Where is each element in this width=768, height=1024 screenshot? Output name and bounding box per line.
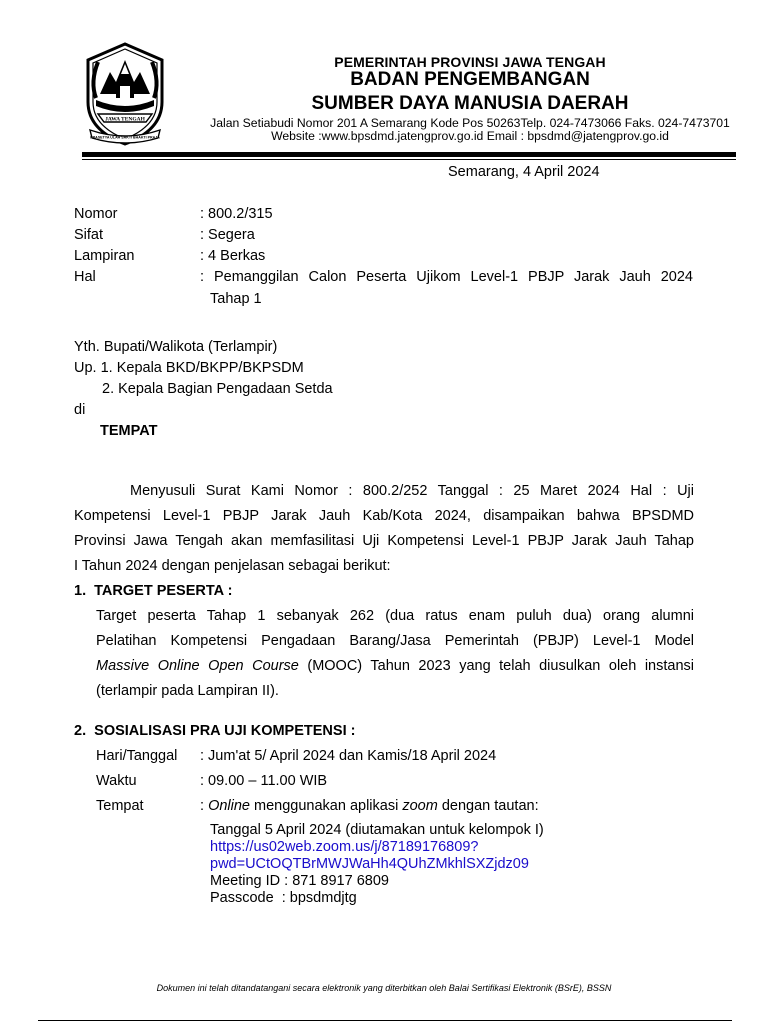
section1-line3 (96, 655, 694, 677)
hal-value-line2: Tahap 1 (210, 291, 262, 307)
recipient-line1: Yth. Bupati/Walikota (Terlampir) (74, 339, 278, 355)
section1-heading: 1. TARGET PESERTA : (74, 583, 233, 599)
hari-label: Hari/Tanggal (96, 748, 178, 764)
letterhead-agency-line1: BADAN PENGEMBANGAN (350, 69, 590, 90)
section1-line3-rest: (MOOC) Tahun 2023 yang telah diusulkan oleh instansi (298, 658, 694, 674)
section1-line4: (terlampir pada Lampiran II). (96, 683, 279, 699)
letterhead-address: Jalan Setiabudi Nomor 201 A Semarang Kode Pos 50263Telp. 024-7473066 Faks. 024-7473701 (210, 116, 730, 130)
meeting-id: Meeting ID : 871 8917 6809 (210, 873, 389, 889)
recipient-place: TEMPAT (100, 423, 158, 439)
tempat-prefix: : (200, 798, 209, 814)
waktu-label: Waktu (96, 773, 137, 789)
sifat-value: : Segera (200, 227, 255, 243)
passcode: Passcode : bpsdmdjtg (210, 890, 357, 906)
letterhead-divider-thin (82, 159, 736, 160)
section1-line2: Pelatihan Kompetensi Pengadaan Barang/Jasa Pemerintah (PBJP) Level-1 Model (96, 633, 694, 649)
section1-line1: Target peserta Tahap 1 sebanyak 262 (dua ratus enam puluh dua) orang alumni (96, 608, 694, 624)
mooc-italic: Massive Online Open Course (96, 658, 299, 674)
hari-value: : Jum'at 5/ April 2024 dan Kamis/18 April 2024 (200, 748, 497, 764)
letterhead-agency-line2: SUMBER DAYA MANUSIA DAERAH (311, 93, 629, 114)
tempat-label: Tempat (96, 798, 144, 814)
tempat-mid: menggunakan aplikasi (249, 798, 403, 814)
footer-divider (38, 1020, 732, 1021)
tempat-zoom: zoom (402, 798, 438, 814)
letterhead-government: PEMERINTAH PROVINSI JAWA TENGAH (334, 54, 606, 70)
tempat-online: Online (208, 798, 250, 814)
intro-line2: Kompetensi Level-1 PBJP Jarak Jauh Kab/Kota 2024, disampaikan bahwa BPSDMD (74, 508, 694, 524)
central-java-emblem-icon (80, 42, 170, 146)
letterhead-contact: Website :www.bpsdmd.jatengprov.go.id Email : bpsdmd@jatengprov.go.id (271, 129, 669, 143)
hal-value-line1: : Pemanggilan Calon Peserta Ujikom Level-1 PBJP Jarak Jauh 2024 (200, 269, 693, 285)
hal-label: Hal (74, 269, 96, 285)
section2-heading: 2. SOSIALISASI PRA UJI KOMPETENSI : (74, 723, 356, 739)
nomor-value: : 800.2/315 (200, 206, 273, 222)
zoom-link-line2[interactable]: pwd=UCtOQTBrMWJWaHh4QUhZMkhlSXZjdz09 (210, 856, 529, 872)
recipient-line2: Up. 1. Kepala BKD/BKPP/BKPSDM (74, 360, 304, 376)
lampiran-label: Lampiran (74, 248, 135, 264)
intro-line3: Provinsi Jawa Tengah akan memfasilitasi Uji Kompetensi Level-1 PBJP Jarak Jauh Tahap (74, 533, 694, 549)
tempat-suffix: dengan tautan: (437, 798, 539, 814)
lampiran-value: : 4 Berkas (200, 248, 266, 264)
esign-footer-note: Dokumen ini telah ditandatangani secara elektronik yang diterbitkan oleh Balai Sertifikasi Elektronik (BSrE), BSSN (156, 983, 612, 993)
letterhead-divider-thick (82, 152, 736, 157)
recipient-line4: di (74, 402, 86, 418)
session-title: Tanggal 5 April 2024 (diutamakan untuk kelompok I) (210, 822, 544, 838)
logo-text-bottom: PRASETYA ULAH SAKTI BHAKTI PRAJA (90, 135, 160, 140)
letter-date: Semarang, 4 April 2024 (448, 164, 600, 180)
recipient-line3: 2. Kepala Bagian Pengadaan Setda (102, 381, 333, 397)
tempat-value (200, 795, 539, 817)
zoom-link-line1[interactable]: https://us02web.zoom.us/j/87189176809? (210, 839, 479, 855)
logo-text-top: JAWA TENGAH (105, 116, 145, 123)
intro-line4: I Tahun 2024 dengan penjelasan sebagai berikut: (74, 558, 391, 574)
intro-line1: Menyusuli Surat Kami Nomor : 800.2/252 Tanggal : 25 Maret 2024 Hal : Uji (130, 483, 694, 499)
waktu-value: : 09.00 – 11.00 WIB (200, 773, 328, 789)
sifat-label: Sifat (74, 227, 104, 243)
nomor-label: Nomor (74, 206, 118, 222)
